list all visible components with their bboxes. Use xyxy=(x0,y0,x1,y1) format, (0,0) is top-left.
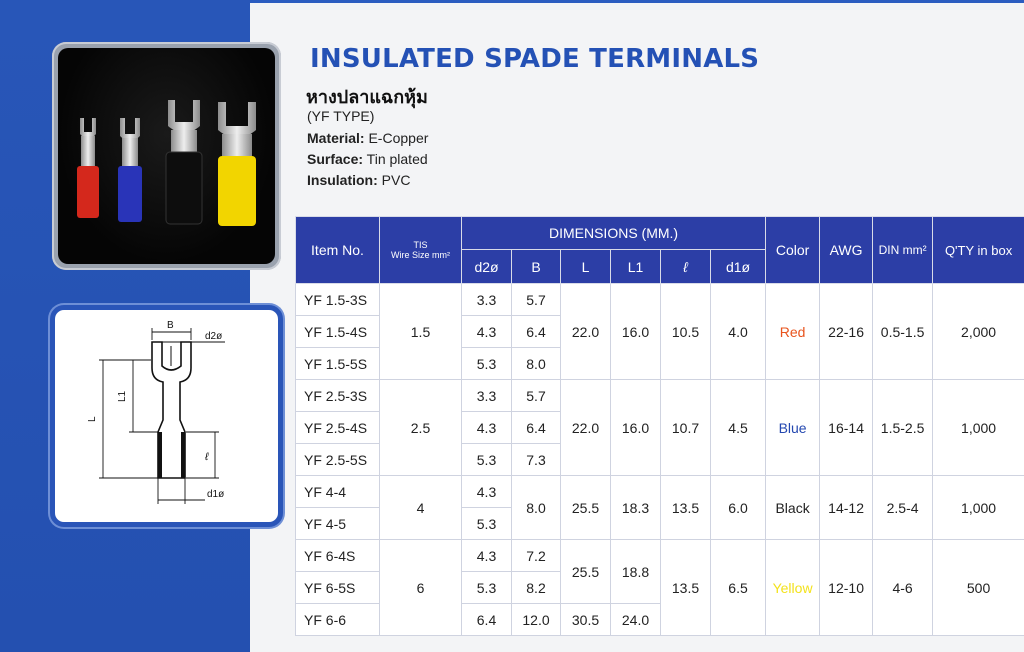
spade-terminals-photo xyxy=(58,48,275,264)
cell-qty: 500 xyxy=(933,540,1024,636)
header-wire-size: Wire Size mm² xyxy=(391,250,450,260)
table-row xyxy=(296,476,1024,508)
product-photo-frame xyxy=(52,42,281,270)
cell-din: 1.5-2.5 xyxy=(873,380,933,476)
insulation-spec xyxy=(307,172,410,188)
cell-d2: 4.3 xyxy=(462,540,512,572)
cell-tis: 6 xyxy=(380,540,462,636)
cell-item: YF 4-4 xyxy=(296,476,380,508)
yellow-terminal-icon xyxy=(218,102,256,226)
cell-d2: 6.4 xyxy=(462,604,512,636)
cell-d2: 4.3 xyxy=(462,476,512,508)
header-b: B xyxy=(512,250,561,284)
cell-din: 2.5-4 xyxy=(873,476,933,540)
spec-table xyxy=(295,216,1024,636)
cell-l1: 18.3 xyxy=(611,476,661,540)
table-row xyxy=(296,540,1024,572)
cell-qty: 1,000 xyxy=(933,380,1024,476)
cell-qty: 2,000 xyxy=(933,284,1024,380)
label-l: L xyxy=(87,416,98,422)
cell-d2: 5.3 xyxy=(462,508,512,540)
black-terminal-icon xyxy=(166,100,202,224)
cell-qty: 1,000 xyxy=(933,476,1024,540)
cell-color: Red xyxy=(766,284,820,380)
cell-l1: 24.0 xyxy=(611,604,661,636)
table-row xyxy=(296,380,1024,412)
cell-din: 4-6 xyxy=(873,540,933,636)
label-l1: L1 xyxy=(117,390,128,402)
cell-l: 25.5 xyxy=(561,476,611,540)
dimension-diagram xyxy=(55,310,278,522)
surface-spec xyxy=(307,151,428,167)
cell-b: 5.7 xyxy=(512,284,561,316)
cell-b: 5.7 xyxy=(512,380,561,412)
cell-d2: 5.3 xyxy=(462,572,512,604)
cell-item: YF 2.5-3S xyxy=(296,380,380,412)
header-l: L xyxy=(561,250,611,284)
cell-color: Yellow xyxy=(766,540,820,636)
cell-l1: 16.0 xyxy=(611,284,661,380)
cell-awg: 14-12 xyxy=(820,476,873,540)
label-d2: d2ø xyxy=(205,331,223,342)
surface-label: Surface: xyxy=(307,151,364,167)
type-label: (YF TYPE) xyxy=(307,108,375,124)
header-din: DIN mm² xyxy=(873,217,933,284)
header-tis: TIS xyxy=(413,240,428,250)
header-awg: AWG xyxy=(820,217,873,284)
cell-d2: 3.3 xyxy=(462,380,512,412)
cell-b: 8.0 xyxy=(512,476,561,540)
cell-d1: 4.0 xyxy=(711,284,766,380)
cell-d1: 6.5 xyxy=(711,540,766,636)
label-ell: ℓ xyxy=(205,451,209,463)
cell-item: YF 6-6 xyxy=(296,604,380,636)
header-d2: d2ø xyxy=(462,250,512,284)
cell-ell: 13.5 xyxy=(661,476,711,540)
cell-b: 7.3 xyxy=(512,444,561,476)
cell-tis: 2.5 xyxy=(380,380,462,476)
header-tis-wire-size xyxy=(380,217,462,284)
blue-terminal-icon xyxy=(118,118,142,222)
sleeve-left-shade xyxy=(158,432,162,478)
cell-ell: 10.7 xyxy=(661,380,711,476)
header-color: Color xyxy=(766,217,820,284)
cell-ell: 13.5 xyxy=(661,540,711,636)
material-spec xyxy=(307,130,428,146)
cell-item: YF 6-4S xyxy=(296,540,380,572)
cell-b: 7.2 xyxy=(512,540,561,572)
cell-item: YF 1.5-4S xyxy=(296,316,380,348)
top-rule xyxy=(250,0,1024,3)
cell-b: 8.2 xyxy=(512,572,561,604)
cell-d2: 4.3 xyxy=(462,412,512,444)
header-l1: L1 xyxy=(611,250,661,284)
cell-ell: 10.5 xyxy=(661,284,711,380)
cell-color: Black xyxy=(766,476,820,540)
cell-tis: 4 xyxy=(380,476,462,540)
insulation-label: Insulation: xyxy=(307,172,378,188)
cell-b: 6.4 xyxy=(512,316,561,348)
cell-d2: 3.3 xyxy=(462,284,512,316)
material-value: E-Copper xyxy=(368,130,429,146)
label-d1: d1ø xyxy=(207,489,225,500)
cell-l: 30.5 xyxy=(561,604,611,636)
cell-b: 12.0 xyxy=(512,604,561,636)
thai-title: หางปลาแฉกหุ้ม xyxy=(306,87,428,108)
cell-d1: 4.5 xyxy=(711,380,766,476)
header-qty: Q'TY in box xyxy=(933,217,1024,284)
cell-l: 22.0 xyxy=(561,380,611,476)
cell-item: YF 6-5S xyxy=(296,572,380,604)
cell-item: YF 4-5 xyxy=(296,508,380,540)
cell-d1: 6.0 xyxy=(711,476,766,540)
header-d1: d1ø xyxy=(711,250,766,284)
sleeve-right-shade xyxy=(181,432,185,478)
cell-awg: 12-10 xyxy=(820,540,873,636)
product-photo xyxy=(58,48,275,264)
red-terminal-icon xyxy=(77,118,99,218)
header-item-no: Item No. xyxy=(296,217,380,284)
cell-l: 22.0 xyxy=(561,284,611,380)
cell-din: 0.5-1.5 xyxy=(873,284,933,380)
cell-d2: 5.3 xyxy=(462,348,512,380)
material-label: Material: xyxy=(307,130,365,146)
cell-color: Blue xyxy=(766,380,820,476)
cell-l: 25.5 xyxy=(561,540,611,604)
table-row xyxy=(296,284,1024,316)
cell-item: YF 1.5-3S xyxy=(296,284,380,316)
header-dimensions: DIMENSIONS (MM.) xyxy=(462,217,766,250)
header-ell: ℓ xyxy=(661,250,711,284)
cell-l1: 16.0 xyxy=(611,380,661,476)
cell-item: YF 2.5-5S xyxy=(296,444,380,476)
dimension-diagram-frame xyxy=(50,305,283,527)
cell-item: YF 1.5-5S xyxy=(296,348,380,380)
cell-d2: 5.3 xyxy=(462,444,512,476)
cell-tis: 1.5 xyxy=(380,284,462,380)
label-b: B xyxy=(167,320,174,331)
cell-awg: 16-14 xyxy=(820,380,873,476)
cell-awg: 22-16 xyxy=(820,284,873,380)
cell-d2: 4.3 xyxy=(462,316,512,348)
cell-item: YF 2.5-4S xyxy=(296,412,380,444)
cell-b: 8.0 xyxy=(512,348,561,380)
surface-value: Tin plated xyxy=(366,151,428,167)
insulation-value: PVC xyxy=(381,172,411,188)
terminal-outline xyxy=(152,342,191,478)
cell-l1: 18.8 xyxy=(611,540,661,604)
page-title: INSULATED SPADE TERMINALS xyxy=(310,44,760,74)
cell-b: 6.4 xyxy=(512,412,561,444)
